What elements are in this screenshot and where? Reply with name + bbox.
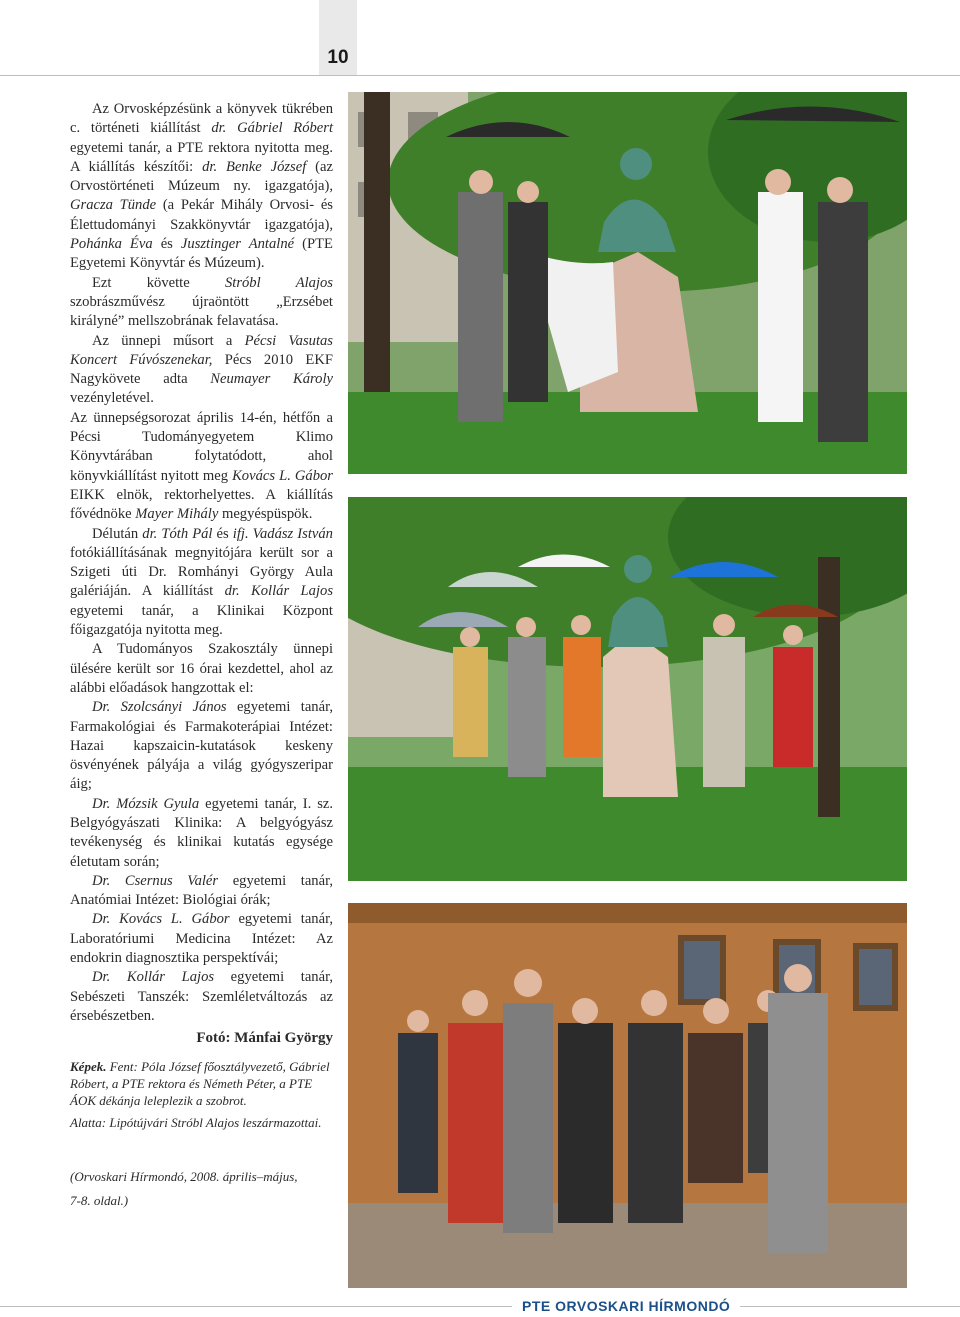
top-rule bbox=[0, 75, 960, 76]
text-run: és bbox=[152, 236, 181, 253]
text-run: megyéspüspök. bbox=[218, 506, 313, 523]
name-emphasis: Pohánka Éva bbox=[70, 236, 153, 253]
photo-group-indoors bbox=[348, 903, 907, 1288]
paragraph bbox=[70, 698, 333, 794]
paragraph bbox=[70, 525, 333, 641]
paragraph bbox=[70, 332, 333, 409]
text-run: egyetemi tanár, I. sz. Belgyógyászati Klinika: A belgyógyász tevékenység és klinikai kutatás egysége életutam során; bbox=[70, 795, 334, 870]
name-emphasis: dr. Tóth Pál bbox=[142, 525, 213, 542]
caption-middle-photo: Alatta: Lipótújvári Stróbl Alajos leszármazottai. bbox=[70, 1115, 322, 1130]
name-emphasis: ifj. Vadász István bbox=[232, 525, 333, 542]
photo-strobl-descendants bbox=[348, 497, 907, 881]
text-run: és bbox=[212, 525, 233, 542]
text-run: szobrászművész újraöntött „Erzsébet királyné” mellszobrának felavatása. bbox=[70, 293, 333, 330]
text-run: egyetemi tanár, Anatómiai Intézet: Biológiai órák; bbox=[70, 872, 333, 909]
name-emphasis: dr. Gábriel Róbert bbox=[211, 120, 333, 137]
paragraph bbox=[70, 910, 333, 968]
text-run: egyetemi tanár, a Klinikai Központ főigazgatója nyitotta meg. bbox=[70, 602, 333, 639]
paragraph bbox=[70, 640, 333, 698]
article-text bbox=[70, 100, 333, 1026]
name-emphasis: Kovács L. Gábor bbox=[232, 467, 333, 484]
text-run: Az ünnepségsorozat április 14-én, hétfőn a Pécsi Tudományegyetem Klimo Könyvtárában folytatódott, ahol könyvkiállítást nyitott meg bbox=[70, 409, 333, 484]
text-run: Délután bbox=[92, 525, 143, 542]
text-run: Az Orvosképzésünk a könyvek tükrében c. történeti kiállítást bbox=[70, 101, 333, 137]
text-run: (PTE Egyetemi Könyvtár és Múzeum). bbox=[70, 236, 333, 272]
name-emphasis: Dr. Kollár Lajos bbox=[92, 969, 215, 986]
name-emphasis: Gracza Tünde bbox=[70, 197, 157, 214]
text-run: A Tudományos Szakosztály ünnepi ülésére került sor 16 órai kezdettel, ahol az alábbi előadások hangzottak el: bbox=[70, 641, 333, 696]
text-run: egyetemi tanár, a PTE rektora nyitotta meg. A kiállítás készítői: bbox=[70, 139, 333, 175]
caption-label: Képek. bbox=[70, 1059, 107, 1074]
paragraph bbox=[70, 100, 333, 274]
citation-line-1: (Orvoskari Hírmondó, 2008. április–május, bbox=[70, 1169, 298, 1184]
paragraph bbox=[70, 409, 333, 525]
name-emphasis: Stróbl Alajos bbox=[224, 274, 333, 291]
name-emphasis: dr. Kollár Lajos bbox=[224, 583, 333, 600]
text-run: Ezt követte bbox=[92, 274, 225, 291]
text-run: egyetemi tanár, Sebészeti Tanszék: Szemléletváltozás az érsebészetben. bbox=[70, 969, 333, 1024]
name-emphasis: Dr. Szolcsányi János bbox=[92, 699, 227, 716]
paragraph bbox=[70, 274, 333, 332]
photo-credit: Fotó: Mánfai György bbox=[196, 1030, 333, 1046]
text-run: Pécs 2010 EKF Nagykövete adta bbox=[70, 351, 333, 388]
caption-top-photo bbox=[70, 1058, 333, 1109]
caption-text-1: Fent: Póla József főosztályvezető, Gábriel Róbert, a PTE rektora és Németh Péter, a PTE ÁOK dékánja leleplezik a szobrot. bbox=[70, 1059, 330, 1108]
name-emphasis: Dr. Kovács L. Gábor bbox=[92, 911, 230, 928]
photo-statue-unveiling bbox=[348, 92, 907, 474]
page-number: 10 bbox=[319, 0, 357, 75]
text-run: (a Pekár Mihály Orvosi- és Élettudományi Szakkönyvtár igazgatója), bbox=[70, 197, 333, 233]
footer-title: PTE ORVOSKARI HÍRMONDÓ bbox=[512, 1296, 740, 1316]
text-run: (az Orvostörténeti Múzeum ny. igazgatója), bbox=[70, 158, 333, 195]
name-emphasis: Neumayer Károly bbox=[210, 371, 333, 388]
paragraph bbox=[70, 872, 333, 911]
text-run: vezényletével. bbox=[70, 390, 154, 407]
name-emphasis: Pécsi Vasutas Koncert Fúvószenekar, bbox=[70, 332, 333, 368]
name-emphasis: Jusztinger Antalné bbox=[180, 236, 295, 253]
text-run: Az ünnepi műsort a bbox=[92, 332, 245, 349]
citation bbox=[70, 1165, 333, 1213]
text-run: EIKK elnök, rektorhelyettes. A kiállítás fővédnöke bbox=[70, 486, 333, 523]
paragraph bbox=[70, 795, 333, 872]
name-emphasis: Dr. Mózsik Gyula bbox=[92, 795, 200, 812]
text-run: fotókiállításának megnyitójára került sor a Szigeti úti Dr. Romhányi György Aula galériáján. A kiállítást bbox=[70, 544, 333, 600]
name-emphasis: Dr. Csernus Valér bbox=[92, 872, 219, 889]
name-emphasis: Mayer Mihály bbox=[135, 506, 219, 523]
text-run: egyetemi tanár, Laboratóriumi Medicina Intézet: Az endokrin diagnosztika perspektívái; bbox=[70, 911, 334, 967]
name-emphasis: dr. Benke József bbox=[202, 158, 307, 175]
citation-line-2: 7-8. oldal.) bbox=[70, 1193, 129, 1208]
bottom-rule bbox=[0, 1306, 960, 1307]
text-run: egyetemi tanár, Farmakológiai és Farmakoterápiai Intézet: Hazai kapszaicin-kutatások keskeny ösvényének pályája a világ gyógyszeripar áig; bbox=[70, 699, 333, 793]
paragraph bbox=[70, 968, 333, 1026]
